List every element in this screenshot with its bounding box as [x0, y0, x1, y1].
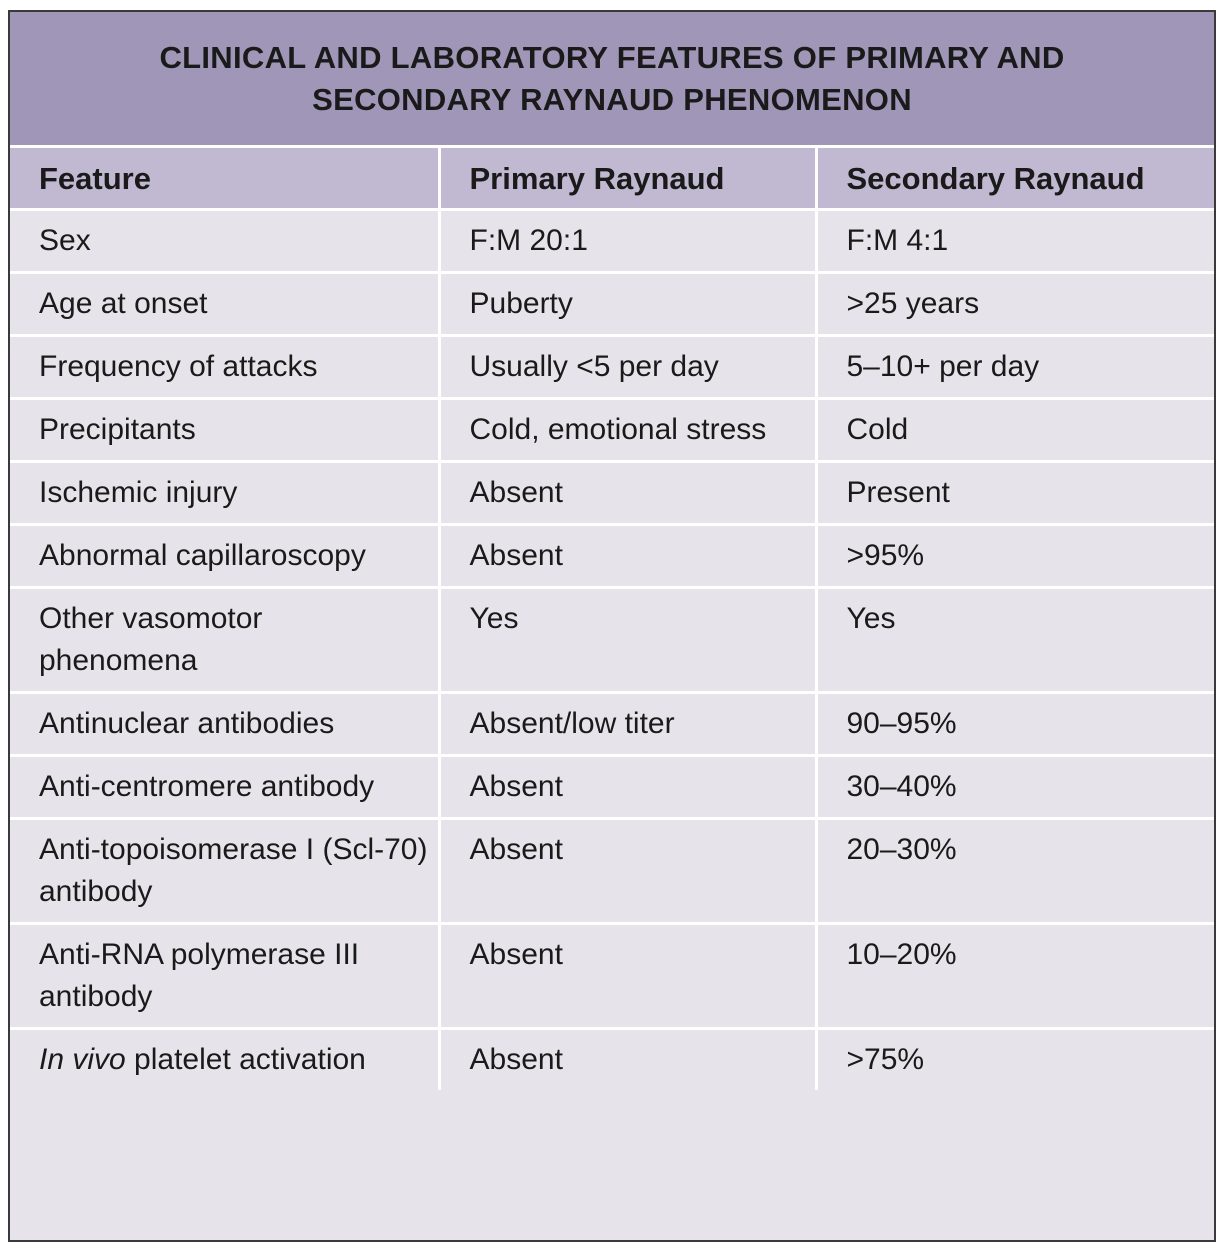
- table-row: [10, 924, 1214, 1029]
- secondary-cell: 30–40%: [816, 756, 1214, 819]
- table-row: [10, 525, 1214, 588]
- secondary-cell: 10–20%: [816, 924, 1214, 1029]
- table-row: [10, 756, 1214, 819]
- feature-text: platelet activation: [125, 1043, 366, 1076]
- feature-italic-text: In vivo: [39, 1043, 126, 1076]
- table-row: [10, 819, 1214, 924]
- table-row: [10, 462, 1214, 525]
- primary-cell: Cold, emotional stress: [439, 399, 816, 462]
- raynaud-features-table: [10, 148, 1214, 1090]
- secondary-cell: 20–30%: [816, 819, 1214, 924]
- feature-cell: Anti-RNA polymerase III antibody: [10, 924, 439, 1029]
- table-row: [10, 336, 1214, 399]
- secondary-cell: Yes: [816, 588, 1214, 693]
- header-row: [10, 148, 1214, 210]
- feature-cell: Age at onset: [10, 273, 439, 336]
- primary-cell: Puberty: [439, 273, 816, 336]
- secondary-cell: >95%: [816, 525, 1214, 588]
- secondary-cell: F:M 4:1: [816, 210, 1214, 273]
- header-primary: Primary Raynaud: [439, 148, 816, 210]
- table-row: [10, 1029, 1214, 1091]
- table-row: [10, 588, 1214, 693]
- feature-cell: Anti-topoisomerase I (Scl-70) antibody: [10, 819, 439, 924]
- primary-cell: Yes: [439, 588, 816, 693]
- feature-cell: Anti-centromere antibody: [10, 756, 439, 819]
- table-row: [10, 210, 1214, 273]
- feature-cell: Antinuclear antibodies: [10, 693, 439, 756]
- feature-cell: Abnormal capillaroscopy: [10, 525, 439, 588]
- primary-cell: Usually <5 per day: [439, 336, 816, 399]
- table-title-bar: [10, 12, 1214, 148]
- feature-cell: Other vasomotor phenomena: [10, 588, 439, 693]
- primary-cell: F:M 20:1: [439, 210, 816, 273]
- secondary-cell: 90–95%: [816, 693, 1214, 756]
- primary-cell: Absent: [439, 525, 816, 588]
- secondary-cell: 5–10+ per day: [816, 336, 1214, 399]
- primary-cell: Absent/low titer: [439, 693, 816, 756]
- feature-cell: Frequency of attacks: [10, 336, 439, 399]
- table-row: [10, 399, 1214, 462]
- feature-cell: Ischemic injury: [10, 462, 439, 525]
- primary-cell: Absent: [439, 819, 816, 924]
- primary-cell: Absent: [439, 924, 816, 1029]
- feature-cell: [10, 1029, 439, 1091]
- secondary-cell: Cold: [816, 399, 1214, 462]
- feature-cell: Precipitants: [10, 399, 439, 462]
- secondary-cell: >25 years: [816, 273, 1214, 336]
- header-feature: Feature: [10, 148, 439, 210]
- table-row: [10, 273, 1214, 336]
- table-title: CLINICAL AND LABORATORY FEATURES OF PRIMARY AND SECONDARY RAYNAUD PHENOMENON: [159, 39, 1065, 117]
- header-secondary: Secondary Raynaud: [816, 148, 1214, 210]
- primary-cell: Absent: [439, 756, 816, 819]
- feature-cell: Sex: [10, 210, 439, 273]
- table-frame: [8, 10, 1216, 1242]
- primary-cell: Absent: [439, 1029, 816, 1091]
- secondary-cell: >75%: [846, 1043, 925, 1076]
- secondary-cell: Present: [816, 462, 1214, 525]
- table-row: [10, 693, 1214, 756]
- primary-cell: Absent: [439, 462, 816, 525]
